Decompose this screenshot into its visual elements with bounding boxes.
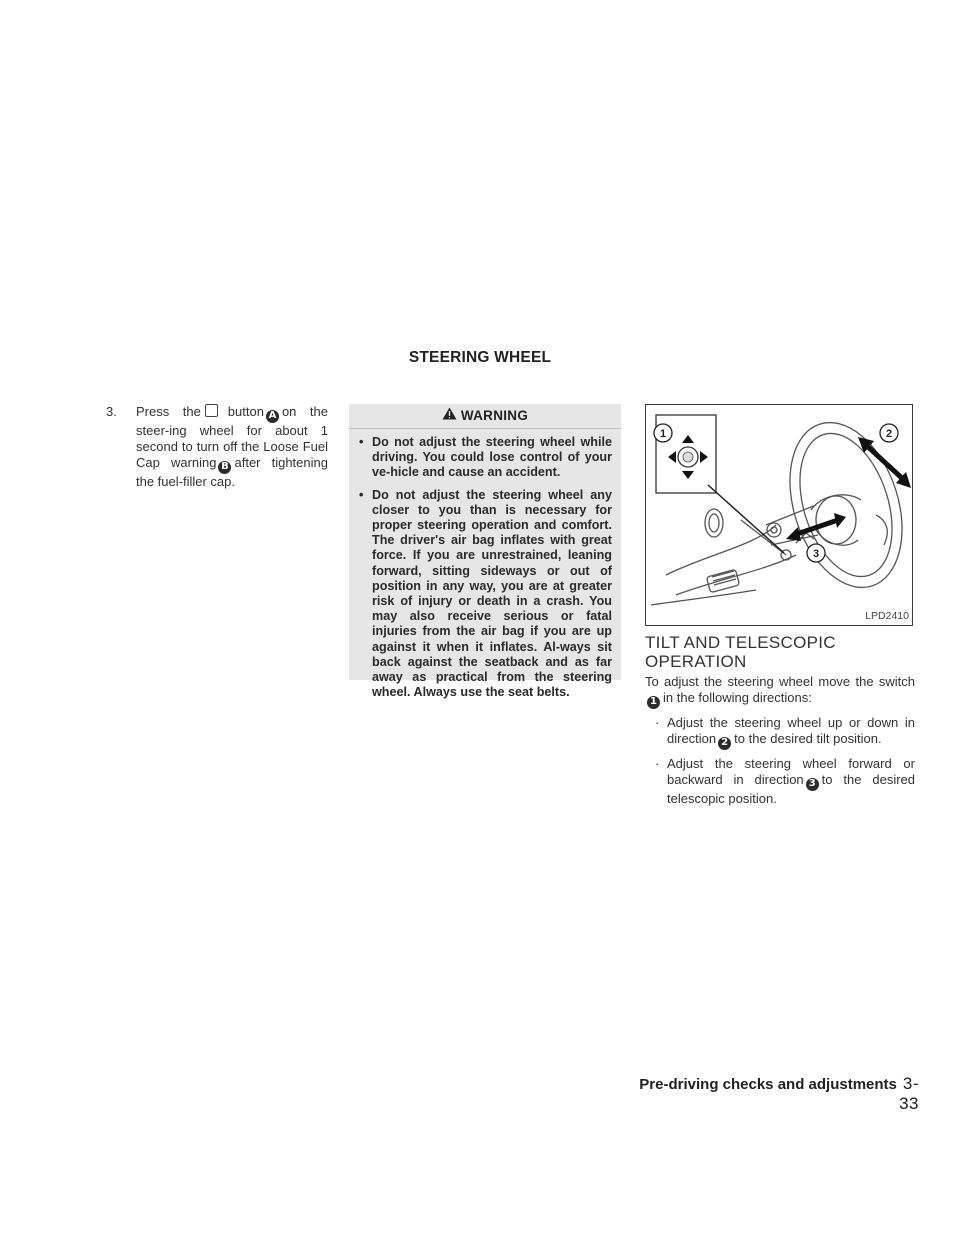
- page-number: 3-33: [899, 1074, 919, 1113]
- warning-item: • Do not adjust the steering wheel while driving. You could lose control of your ve-hicle and cause an accident.: [359, 435, 612, 480]
- warning-heading: WARNING: [349, 404, 621, 429]
- list-item: · Adjust the steering wheel forward or backward in direction 3 to the desired telescopic position.: [655, 755, 915, 806]
- steering-wheel-illustration: [646, 405, 912, 625]
- warning-list: [359, 435, 612, 700]
- footer-title: Pre-driving checks and adjustments: [639, 1076, 897, 1093]
- tilt-intro: To adjust the steering wheel move the switch1 in the following directions:: [645, 674, 915, 708]
- callout-2: 2: [718, 737, 731, 750]
- callout-a: A: [266, 410, 279, 423]
- tilt-bullets: [645, 715, 915, 807]
- figure-label-1: 1: [659, 428, 667, 440]
- figure-label-3: 3: [812, 548, 820, 560]
- section-title: STEERING WHEEL: [408, 349, 552, 366]
- page-footer: [634, 1074, 919, 1114]
- trip-reset-icon: [205, 404, 218, 417]
- list-item: · Adjust the steering wheel up or down in direction 2 to the desired tilt position.: [655, 714, 915, 749]
- step-3: 3. Press the button A on the steer-ing wheel for about 1 second to turn off the Loose Fuel Cap warning B after tightening the fuel-filler cap.: [106, 404, 328, 489]
- callout-1: 1: [647, 696, 660, 709]
- warning-item: • Do not adjust the steering wheel any closer to you than is necessary for proper steering operation and comfort. The driver's air bag inflates with great force. If you are unrestrained, leaning forward, sitting sideways or out of position in any way, you are at greater risk of injury or death in a crash. You may also receive serious or fatal injuries from the air bag if you are up against it when it inflates. Al-ways sit back against the seatback and as far away as practical from the steering wheel. Always use the seat belts.: [359, 487, 612, 700]
- callout-3: 3: [806, 778, 819, 791]
- column-middle: [349, 404, 621, 700]
- column-right: [645, 404, 915, 813]
- warning-box: [349, 404, 621, 700]
- figure-label-2: 2: [885, 428, 893, 440]
- steering-adjust-figure: [645, 404, 913, 626]
- callout-b: B: [218, 461, 231, 474]
- warning-triangle-icon: [442, 407, 457, 424]
- tilt-telescopic-title: TILT AND TELESCOPIC OPERATION: [645, 633, 836, 671]
- figure-id: LPD2410: [865, 609, 909, 622]
- step-number: 3.: [106, 404, 117, 419]
- column-left: [106, 404, 328, 490]
